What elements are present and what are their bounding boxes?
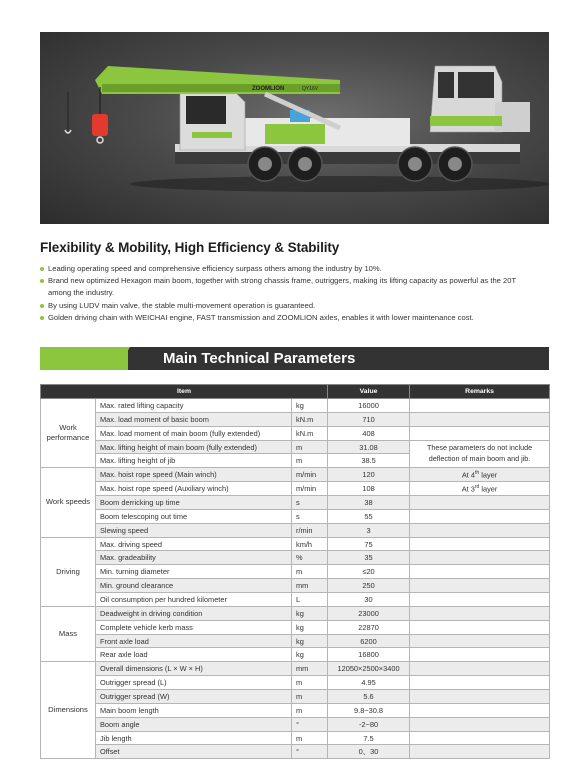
table-row: Min. ground clearance mm 250	[41, 579, 550, 593]
banner-slant	[116, 347, 130, 370]
table-row: Max. hoist rope speed (Auxiliary winch) m/min 108 At 3rd layer	[41, 482, 550, 496]
layer-remark: At 4th layer	[410, 468, 550, 482]
list-item: Golden driving chain with WEICHAI engine, FAST transmission and ZOOMLION axles, enables it with lower maintenance cost.	[40, 312, 540, 324]
deflection-remark: These parameters do not include deflection of main boom and jib.	[410, 440, 550, 468]
table-row: Max. lifting height of jib m 38.5	[41, 454, 550, 468]
table-row: Offset ° 0、30	[41, 745, 550, 759]
category-mass: Mass	[41, 606, 96, 661]
table-row: Front axle load kg 6200	[41, 634, 550, 648]
table-row: Max. lifting height of main boom (fully extended) m 31.08 These parameters do not include deflection of main boom and jib.	[41, 440, 550, 454]
table-row: Boom angle ° -2~80	[41, 717, 550, 731]
header-item: Item	[41, 385, 328, 399]
hero-image	[40, 32, 549, 224]
category-dimensions: Dimensions	[41, 662, 96, 759]
section-banner	[40, 347, 549, 370]
table-row: Jib length m 7.5	[41, 731, 550, 745]
section-title: Main Technical Parameters	[163, 350, 356, 367]
list-item: By using LUDV main valve, the stable multi-movement operation is guaranteed.	[40, 300, 540, 312]
feature-list	[40, 263, 540, 324]
table-row: Max. load moment of basic boom kN.m 710	[41, 412, 550, 426]
table-row: Oil consumption per hundred kilometer L 30	[41, 593, 550, 607]
layer-remark: At 3rd layer	[410, 482, 550, 496]
table-row: Mass Deadweight in driving condition kg 23000	[41, 606, 550, 620]
bullet-dot-icon	[40, 304, 44, 308]
category-work-speeds: Work speeds	[41, 468, 96, 537]
table-row: Max. gradeability % 35	[41, 551, 550, 565]
table-row: Work performance Max. rated lifting capacity kg 16000	[41, 399, 550, 413]
table-header-row	[41, 385, 550, 399]
bullet-dot-icon	[40, 267, 44, 271]
bullet-dot-icon	[40, 279, 44, 283]
table-row: Slewing speed r/min 3	[41, 523, 550, 537]
boom-model-text: QY16V	[302, 86, 319, 92]
table-row: Work speeds Max. hoist rope speed (Main winch) m/min 120 At 4th layer	[41, 468, 550, 482]
truck-crane-illustration	[40, 32, 549, 224]
header-remarks: Remarks	[410, 385, 550, 399]
category-work-performance: Work performance	[41, 399, 96, 468]
headline: Flexibility & Mobility, High Efficiency & Stability	[40, 240, 340, 255]
header-value: Value	[328, 385, 410, 399]
boom-brand-text: ZOOMLION	[252, 86, 285, 92]
table-row: Boom telescoping out time s 55	[41, 509, 550, 523]
table-row: Max. load moment of main boom (fully extended) kN.m 408	[41, 426, 550, 440]
table-row: Driving Max. driving speed km/h 75	[41, 537, 550, 551]
list-item: Leading operating speed and comprehensive efficiency surpass others among the industry by 10%.	[40, 263, 540, 275]
bullet-dot-icon	[40, 316, 44, 320]
table-row: Dimensions Overall dimensions (L × W × H) mm 12050×2500×3400	[41, 662, 550, 676]
table-row: Min. turning diameter m ≤20	[41, 565, 550, 579]
table-row: Complete vehicle kerb mass kg 22870	[41, 620, 550, 634]
table-row: Outrigger spread (L) m 4.95	[41, 676, 550, 690]
table-row: Rear axle load kg 16800	[41, 648, 550, 662]
table-row: Boom derricking up time s 38	[41, 496, 550, 510]
table-row: Main boom length m 9.8~30.8	[41, 703, 550, 717]
list-item: Brand new optimized Hexagon main boom, together with strong chassis frame, outriggers, making its lifting capacity as powerful as the 20T among the industry.	[40, 275, 540, 299]
table-row: Outrigger spread (W) m 5.6	[41, 690, 550, 704]
category-driving: Driving	[41, 537, 96, 606]
banner-accent	[40, 347, 128, 370]
parameters-table	[40, 384, 550, 759]
